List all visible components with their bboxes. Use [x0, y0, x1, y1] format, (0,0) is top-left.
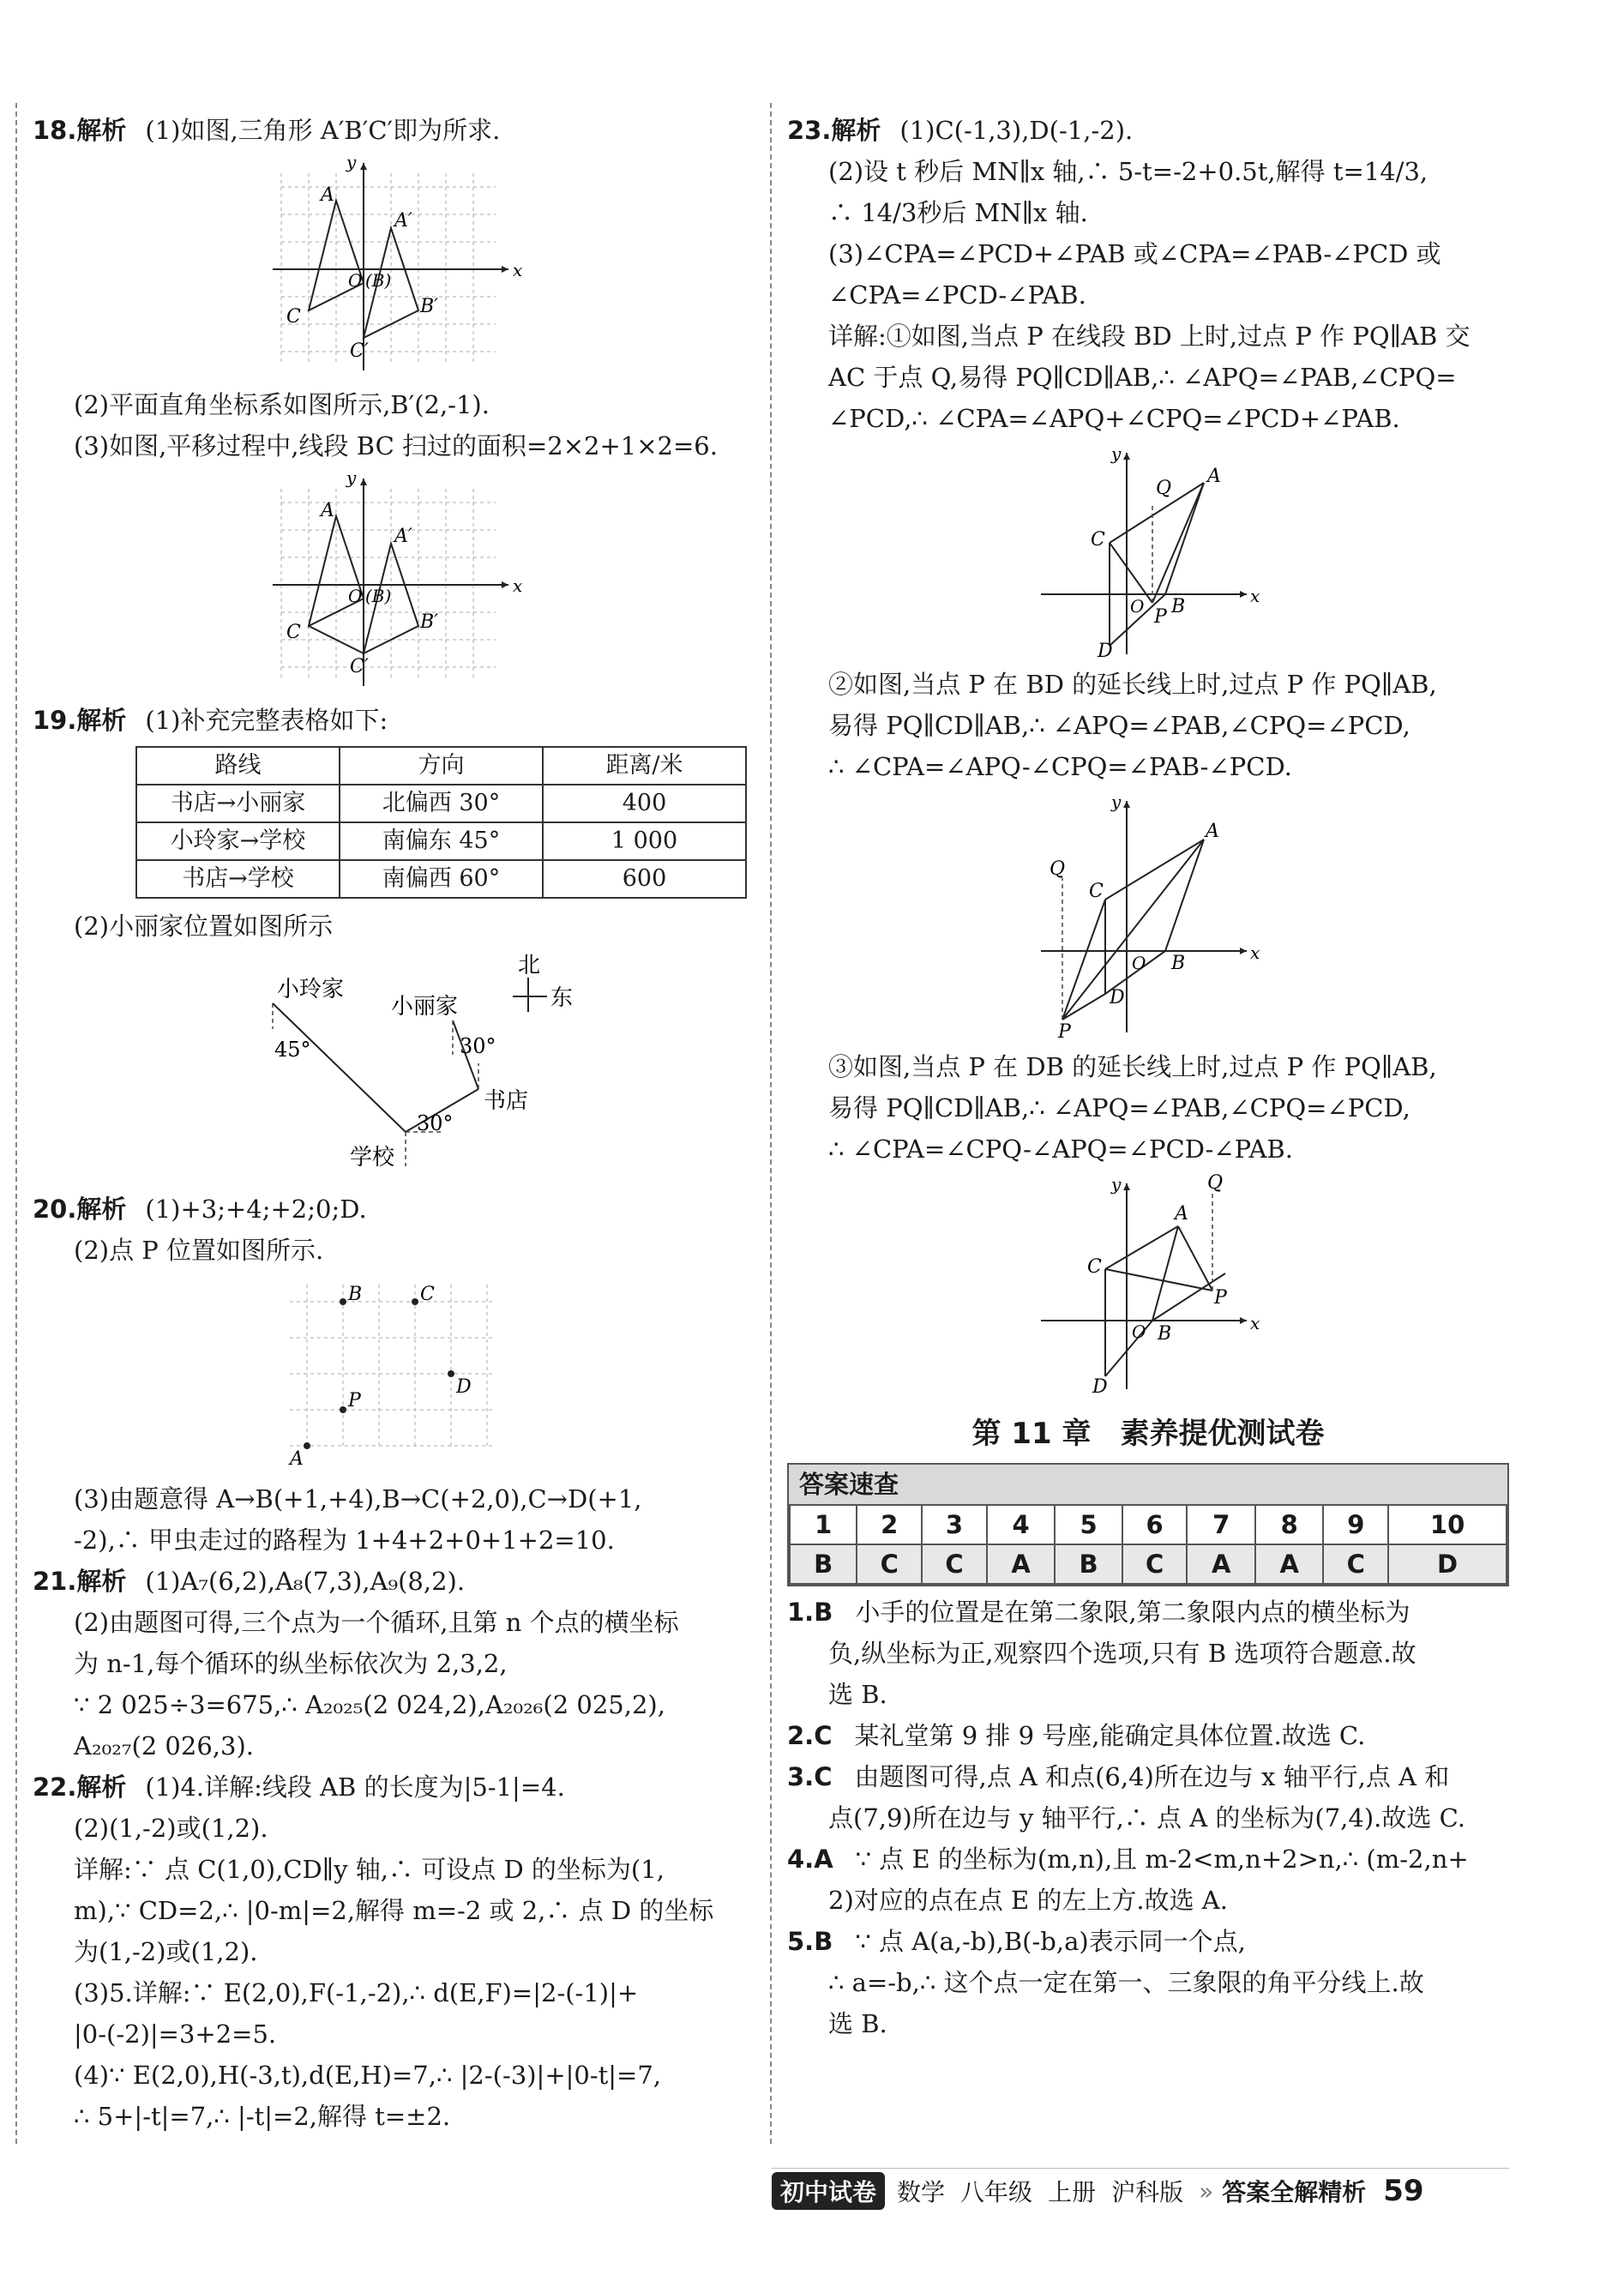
q23-line: ∠PCD,∴ ∠CPA=∠APQ+∠CPQ=∠PCD+∠PAB. [828, 404, 1400, 433]
label-C-prime: C′ [350, 656, 369, 677]
answer-number: 3 [922, 1505, 987, 1544]
answer-1 [787, 1592, 1509, 1715]
label-B: (B) [365, 586, 392, 606]
answer-head: 1.B [787, 1598, 833, 1627]
footer-edition: 沪科版 [1111, 2178, 1184, 2206]
q21-line: (2)由题图可得,三个点为一个循环,且第 n 个点的横坐标 [74, 1608, 679, 1637]
q19 [33, 700, 753, 1183]
x-axis-label: x [513, 260, 523, 280]
answer-letter: A [1187, 1544, 1255, 1584]
label-B: B [1158, 1323, 1172, 1345]
answer-number: 5 [1055, 1505, 1122, 1544]
answer-line: ∴ a=-b,∴ 这个点一定在第一、三象限的角平分线上.故 [828, 1968, 1424, 1997]
q22 [33, 1766, 753, 2137]
label-C: C [1087, 1256, 1102, 1278]
label-O: O [1132, 953, 1146, 973]
q23-line: ②如图,当点 P 在 BD 的延长线上时,过点 P 作 PQ∥AB, [828, 670, 1437, 699]
footer-grade: 八年级 [960, 2178, 1033, 2206]
route-table-header: 路线 [136, 747, 340, 785]
answer-line: ∵ 点 E 的坐标为(m,n),且 m-2<m,n+2>n,∴ (m-2,n+ [855, 1845, 1469, 1874]
q23-line: ∴ ∠CPA=∠APQ-∠CPQ=∠PAB-∠PCD. [828, 752, 1292, 781]
answer-number: 8 [1255, 1505, 1324, 1544]
label-east: 东 [550, 985, 574, 1011]
q23-line: ③如图,当点 P 在 DB 的延长线上时,过点 P 作 PQ∥AB, [828, 1052, 1437, 1081]
table-cell: 书店→小丽家 [136, 785, 340, 822]
label-D: D [456, 1376, 472, 1398]
label-xiaoli-home: 小丽家 [391, 994, 459, 1020]
label-Q: Q [1207, 1172, 1224, 1194]
q22-line: (2)(1,-2)或(1,2). [74, 1814, 268, 1843]
q20-line: -2),∴ 甲虫走过的路程为 1+4+2+0+1+2=10. [74, 1526, 615, 1555]
q22-line: (4)∵ E(2,0),H(-3,t),d(E,H)=7,∴ |2-(-3)|+|0-t|=7, [74, 2061, 662, 2090]
answer-line: 2)对应的点在点 E 的左上方.故选 A. [828, 1886, 1228, 1915]
q23-line: 易得 PQ∥CD∥AB,∴ ∠APQ=∠PAB,∠CPQ=∠PCD, [828, 711, 1410, 740]
q19-map-figure [195, 952, 590, 1183]
answer-letter: C [857, 1544, 922, 1584]
label-A: A [321, 500, 334, 521]
answer-line: 选 B. [828, 1680, 887, 1709]
q22-line: ∴ 5+|-t|=7,∴ |-t|=2,解得 t=±2. [74, 2102, 451, 2131]
left-margin-divider [15, 103, 17, 2144]
route-table-header: 距离/米 [543, 747, 746, 785]
q23-line: (1)C(-1,3),D(-1,-2). [899, 116, 1134, 145]
label-O: O [1132, 1321, 1146, 1342]
answer-line: 由题图可得,点 A 和点(6,4)所在边与 x 轴平行,点 A 和 [854, 1762, 1450, 1791]
table-cell: 400 [543, 785, 746, 822]
y-axis-label: y [1111, 791, 1122, 812]
table-cell: 南偏西 60° [340, 860, 543, 898]
answer-table [789, 1504, 1507, 1585]
q18-figure-2 [264, 467, 523, 695]
label-B: B [1171, 596, 1186, 617]
table-row [136, 860, 746, 898]
q18-figure-1 [264, 152, 523, 379]
chapter-title: 第 11 章 素养提优测试卷 [971, 1417, 1325, 1451]
chevron-right-icon: » [1199, 2176, 1214, 2206]
y-axis-label: y [1111, 1174, 1122, 1195]
q19-line: (2)小丽家位置如图所示 [74, 912, 334, 941]
answer-letter: C [1323, 1544, 1388, 1584]
label-D: D [1092, 1376, 1108, 1398]
q19-line: (1)补充完整表格如下: [145, 706, 388, 735]
x-axis-label: x [1250, 1313, 1260, 1333]
answer-number: 1 [790, 1505, 857, 1544]
right-column [787, 110, 1509, 2044]
label-xiaoling-home: 小玲家 [277, 977, 345, 1002]
label-Q: Q [1156, 478, 1172, 499]
label-P: P [1058, 1021, 1071, 1043]
route-table-header: 方向 [340, 747, 543, 785]
label-B-prime: B′ [420, 296, 439, 317]
q20-line: (2)点 P 位置如图所示. [74, 1236, 324, 1265]
q22-line: |0-(-2)|=3+2=5. [74, 2019, 277, 2049]
column-divider [770, 103, 772, 2144]
label-C: C [420, 1284, 435, 1305]
q21-line: 为 n-1,每个循环的纵坐标依次为 2,3,2, [74, 1649, 508, 1678]
answer-line: 负,纵坐标为正,观察四个选项,只有 B 选项符合题意.故 [828, 1639, 1416, 1668]
angle-30-label: 30° [460, 1034, 496, 1058]
answer-box-title: 答案速查 [789, 1465, 1507, 1504]
footer-title: 答案全解精析 [1222, 2178, 1367, 2206]
answer-letter-row [790, 1544, 1507, 1584]
q23-line: (2)设 t 秒后 MN∥x 轴,∴ 5-t=-2+0.5t,解得 t=14/3, [828, 157, 1429, 186]
table-row [136, 822, 746, 860]
label-P: P [1154, 606, 1167, 628]
q21 [33, 1561, 753, 1766]
q23-line: 详解:①如图,当点 P 在线段 BD 上时,过点 P 作 PQ∥AB 交 [828, 322, 1471, 351]
answer-3 [787, 1756, 1509, 1839]
table-row [136, 785, 746, 822]
footer-volume: 上册 [1048, 2178, 1097, 2206]
q23-line: AC 于点 Q,易得 PQ∥CD∥AB,∴ ∠APQ=∠PAB,∠CPQ= [828, 363, 1457, 392]
q20-line: (3)由题意得 A→B(+1,+4),B→C(+2,0),C→D(+1, [74, 1484, 642, 1514]
q22-head: 22.解析 [33, 1772, 127, 1802]
x-axis-label: x [513, 575, 523, 596]
table-cell: 北偏西 30° [340, 785, 543, 822]
q23-head: 23.解析 [787, 116, 881, 145]
label-north: 北 [518, 953, 541, 978]
label-B: B [1171, 953, 1186, 974]
label-school: 学校 [350, 1145, 395, 1171]
answer-letter: B [790, 1544, 857, 1584]
label-C: C [1091, 529, 1105, 551]
q21-line: (1)A₇(6,2),A₈(7,3),A₉(8,2). [145, 1567, 466, 1596]
q23-figure-1 [1032, 443, 1264, 662]
label-O: O [1130, 596, 1145, 617]
x-axis-label: x [1250, 942, 1260, 963]
route-table [135, 746, 747, 899]
answer-head: 2.C [787, 1721, 833, 1750]
answer-number: 9 [1323, 1505, 1388, 1544]
q21-head: 21.解析 [33, 1567, 127, 1596]
answer-letter: A [1255, 1544, 1324, 1584]
q21-line: ∵ 2 025÷3=675,∴ A₂₀₂₅(2 024,2),A₂₀₂₆(2 025,2), [74, 1690, 665, 1719]
label-A-prime: A′ [394, 210, 412, 232]
q23-figure-3 [1032, 1172, 1264, 1398]
answer-number: 10 [1388, 1505, 1507, 1544]
q23-line: ∴ ∠CPA=∠CPQ-∠APQ=∠PCD-∠PAB. [828, 1134, 1293, 1164]
label-B-prime: B′ [420, 611, 439, 633]
answer-5 [787, 1921, 1509, 2044]
answer-number-row [790, 1505, 1507, 1544]
table-cell: 南偏东 45° [340, 822, 543, 860]
angle-30-label: 30° [417, 1111, 454, 1135]
q18-line: (3)如图,平移过程中,线段 BC 扫过的面积=2×2+1×2=6. [74, 431, 718, 460]
answer-4 [787, 1839, 1509, 1921]
table-cell: 1 000 [543, 822, 746, 860]
answer-line: ∵ 点 A(a,-b),B(-b,a)表示同一个点, [855, 1927, 1246, 1956]
answer-number: 6 [1122, 1505, 1188, 1544]
label-A: A [290, 1448, 304, 1470]
page-number: 59 [1383, 2174, 1424, 2208]
table-cell: 书店→学校 [136, 860, 340, 898]
y-axis-label: y [346, 152, 357, 172]
label-A-prime: A′ [394, 526, 412, 547]
y-axis-label: y [346, 467, 357, 488]
answer-letter: C [1122, 1544, 1188, 1584]
answer-line: 小手的位置是在第二象限,第二象限内点的横坐标为 [855, 1598, 1410, 1627]
q18-line: (1)如图,三角形 A′B′C′即为所求. [145, 116, 501, 145]
answer-quick-check-box [787, 1463, 1509, 1586]
page-footer [772, 2168, 1509, 2213]
table-cell: 600 [543, 860, 746, 898]
q20-grid-figure [281, 1276, 504, 1473]
answer-line: 某礼堂第 9 排 9 号座,能确定具体位置.故选 C. [854, 1721, 1366, 1750]
q19-head: 19.解析 [33, 706, 127, 735]
q23-line: 易得 PQ∥CD∥AB,∴ ∠APQ=∠PAB,∠CPQ=∠PCD, [828, 1093, 1410, 1122]
x-axis-label: x [1250, 586, 1260, 606]
footer-subject: 数学 [897, 2178, 946, 2206]
q20-line: (1)+3;+4;+2;0;D. [145, 1195, 367, 1224]
q18-line: (2)平面直角坐标系如图所示,B′(2,-1). [74, 390, 490, 419]
label-bookstore: 书店 [484, 1088, 529, 1114]
q20 [33, 1189, 753, 1561]
q21-line: A₂₀₂₇(2 026,3). [74, 1731, 254, 1760]
answer-letter: D [1388, 1544, 1507, 1584]
label-A: A [1207, 466, 1221, 487]
label-Q: Q [1050, 858, 1066, 880]
answer-head: 5.B [787, 1927, 833, 1956]
label-A: A [321, 184, 334, 206]
answer-line: 选 B. [828, 2009, 887, 2038]
label-C: C [286, 622, 301, 643]
q22-line: 详解:∵ 点 C(1,0),CD∥y 轴,∴ 可设点 D 的坐标为(1, [74, 1855, 665, 1884]
answer-head: 3.C [787, 1762, 833, 1791]
label-B: B [348, 1284, 363, 1305]
label-D: D [1110, 987, 1125, 1008]
series-badge: 初中试卷 [772, 2172, 885, 2210]
label-O: O [348, 270, 363, 291]
answer-letter: C [922, 1544, 987, 1584]
q18-head: 18.解析 [33, 116, 127, 145]
label-A: A [1206, 821, 1219, 842]
table-cell: 小玲家→学校 [136, 822, 340, 860]
q20-head: 20.解析 [33, 1195, 127, 1224]
answer-line: 点(7,9)所在边与 y 轴平行,∴ 点 A 的坐标为(7,4).故选 C. [828, 1803, 1465, 1833]
label-P: P [348, 1390, 361, 1411]
label-O: O [348, 586, 363, 606]
angle-45-label: 45° [274, 1038, 311, 1062]
q23-line: (3)∠CPA=∠PCD+∠PAB 或∠CPA=∠PAB-∠PCD 或 [828, 239, 1441, 268]
q22-line: (3)5.详解:∵ E(2,0),F(-1,-2),∴ d(E,F)=|2-(-1)|+ [74, 1978, 639, 2007]
answer-number: 2 [857, 1505, 922, 1544]
answer-letter: A [987, 1544, 1056, 1584]
q22-line: (1)4.详解:线段 AB 的长度为|5-1|=4. [145, 1772, 565, 1802]
q23-line: ∠CPA=∠PCD-∠PAB. [828, 280, 1086, 310]
q23 [787, 110, 1509, 1398]
answer-number: 4 [987, 1505, 1056, 1544]
label-D: D [1098, 641, 1113, 662]
q23-figure-2 [1032, 792, 1264, 1041]
q23-line: ∴ 14/3秒后 MN∥x 轴. [828, 198, 1088, 227]
label-A: A [1175, 1203, 1188, 1225]
q22-line: 为(1,-2)或(1,2). [74, 1937, 258, 1966]
left-column [33, 110, 753, 2137]
answer-letter: B [1055, 1544, 1122, 1584]
q22-line: m),∵ CD=2,∴ |0-m|=2,解得 m=-2 或 2,∴ 点 D 的坐标 [74, 1896, 714, 1925]
label-C: C [1089, 881, 1104, 902]
label-C-prime: C′ [350, 340, 369, 362]
q18 [33, 110, 753, 695]
answer-head: 4.A [787, 1845, 833, 1874]
answer-number: 7 [1187, 1505, 1255, 1544]
y-axis-label: y [1111, 443, 1122, 464]
label-P: P [1214, 1287, 1227, 1309]
label-C: C [286, 306, 301, 328]
answer-2 [787, 1715, 1509, 1756]
label-B: (B) [365, 270, 392, 291]
